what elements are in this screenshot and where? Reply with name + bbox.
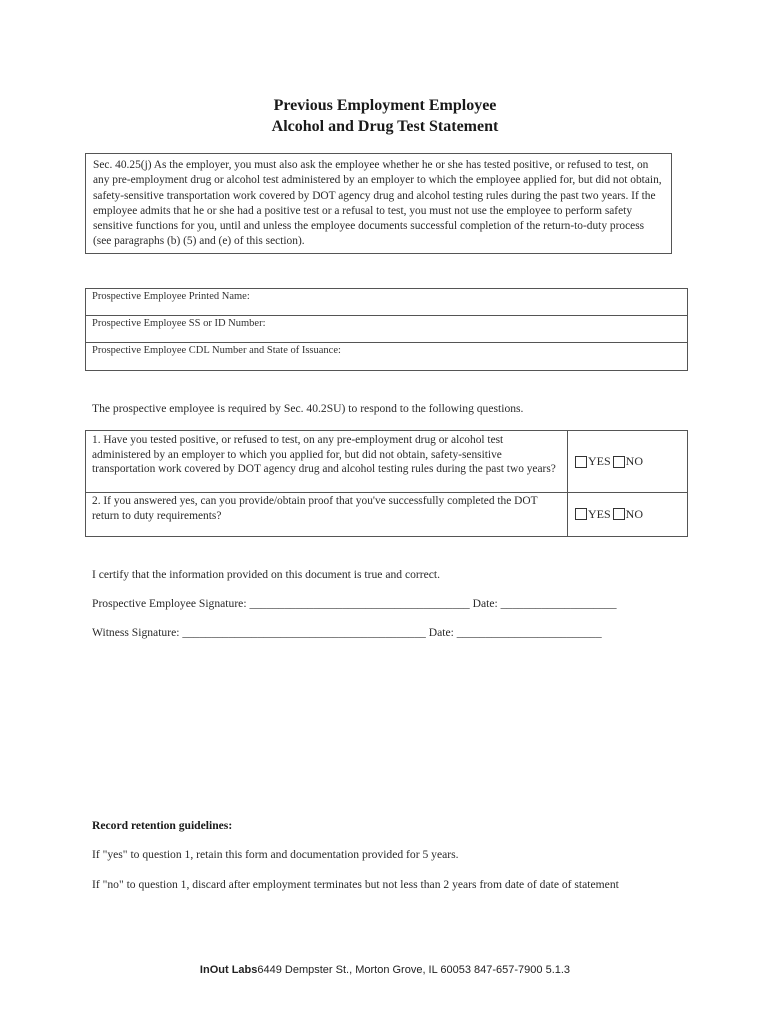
- regulation-text-box: Sec. 40.25(j) As the employer, you must also ask the employee whether he or she has tested positive, or refused to test, on any pre-employment drug or alcohol test administered by an employer to which the employee applied for, but did not obtain, safety-sensitive transportation work covered by DOT agency drug and alcohol testing rules during the past two years. If the employee admits that he or she had a positive test or a refusal to test, you must not use the employee to perform safety sensitive functions for you, until and unless the employee documents successful completion of the return-to-duty process (see paragraphs (b) (5) and (e) of this section).: [85, 153, 672, 254]
- question-1-no-label: NO: [625, 454, 644, 468]
- question-2-no-checkbox[interactable]: [613, 508, 625, 520]
- printed-name-field[interactable]: Prospective Employee Printed Name:: [86, 289, 687, 316]
- question-1-options: [568, 431, 687, 492]
- record-retention-yes: If "yes" to question 1, retain this form and documentation provided for 5 years.: [92, 848, 459, 861]
- question-2-text: 2. If you answered yes, can you provide/obtain proof that you've successfully completed the DOT return to duty requirements?: [86, 492, 568, 536]
- certification-statement: I certify that the information provided on this document is true and correct.: [92, 568, 441, 581]
- question-1-no-checkbox[interactable]: [613, 456, 625, 468]
- cdl-number-state-field[interactable]: Prospective Employee CDL Number and State of Issuance:: [92, 345, 341, 356]
- employee-info-table: [85, 288, 688, 371]
- footer: [0, 964, 770, 976]
- footer-brand: InOut Labs: [199, 964, 258, 976]
- questions-table: [85, 430, 688, 537]
- question-1-yes-label: YES: [588, 454, 611, 468]
- ss-id-number-field[interactable]: Prospective Employee SS or ID Number:: [86, 316, 687, 343]
- employee-signature-line[interactable]: Prospective Employee Signature: ______________________________________ Date: ____________________: [92, 597, 617, 610]
- question-1-yes-checkbox[interactable]: [575, 456, 587, 468]
- record-retention-heading: Record retention guidelines:: [92, 819, 233, 832]
- question-1-text: 1. Have you tested positive, or refused to test, on any pre-employment drug or alcohol test administered by an employer to which you applied for, but did not obtain, safety-sensitive transportation work covered by DOT agency drug and alcohol testing rules during the past two years?: [86, 431, 568, 492]
- question-row-1: [86, 431, 687, 492]
- question-2-yes-checkbox[interactable]: [575, 508, 587, 520]
- record-retention-no: If "no" to question 1, discard after employment terminates but not less than 2 years from date of date of statement: [92, 878, 619, 891]
- question-2-options: [568, 492, 687, 536]
- question-2-yes-label: YES: [588, 506, 611, 521]
- witness-signature-line[interactable]: Witness Signature: __________________________________________ Date: _________________________: [92, 626, 602, 639]
- footer-address: 6449 Dempster St., Morton Grove, IL 60053 847-657-7900 5.1.3: [257, 964, 571, 976]
- form-title-line1: Previous Employment Employee: [273, 97, 497, 114]
- instruction-text: The prospective employee is required by Sec. 40.2SU) to respond to the following questions.: [92, 402, 524, 415]
- question-2-no-label: NO: [625, 506, 644, 521]
- form-title-line2: Alcohol and Drug Test Statement: [271, 118, 499, 135]
- question-row-2: [86, 492, 687, 536]
